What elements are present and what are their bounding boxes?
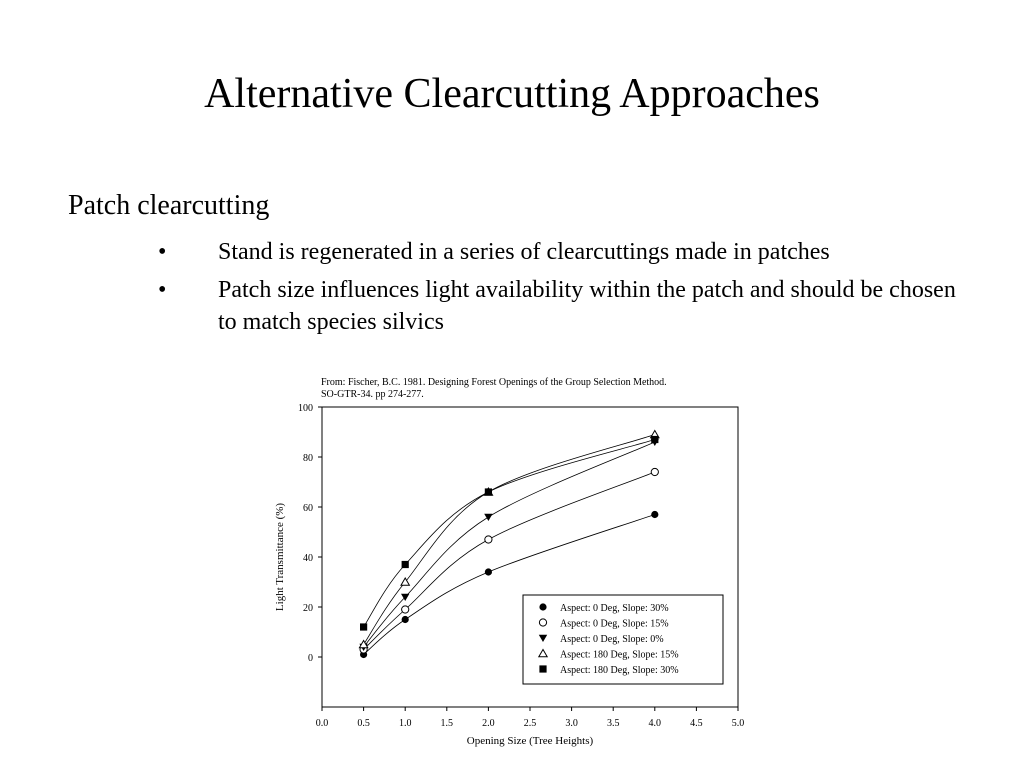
x-tick-label: 1.0 [398, 718, 412, 729]
x-tick-label: 0.5 [357, 718, 370, 729]
legend-marker [539, 619, 546, 626]
legend-label: Aspect: 0 Deg, Slope: 30% [560, 603, 669, 614]
x-tick-label: 2.0 [482, 718, 495, 729]
y-tick-label: 40 [303, 553, 313, 564]
y-axis-label: Light Transmittance (%) [274, 502, 286, 612]
bullet-text: Stand is regenerated in a series of clearcuttings made in patches [218, 239, 830, 265]
data-point [402, 561, 409, 568]
y-tick-label: 20 [303, 603, 313, 614]
chart-legend [523, 595, 723, 684]
y-tick-label: 0 [308, 653, 313, 664]
data-point [485, 568, 492, 575]
x-tick-label: 2.5 [523, 718, 537, 729]
bullet-dot: • [158, 277, 167, 303]
chart-source-line-2: SO-GTR-34. pp 274-277. [321, 389, 424, 400]
legend-label: Aspect: 180 Deg, Slope: 30% [560, 665, 679, 676]
data-point [485, 536, 492, 543]
x-tick-label: 4.0 [648, 718, 662, 729]
x-tick-label: 4.5 [690, 718, 703, 729]
legend-label: Aspect: 180 Deg, Slope: 15% [560, 649, 679, 661]
data-point [651, 511, 658, 518]
x-tick-label: 3.0 [565, 718, 578, 729]
data-point [651, 436, 658, 443]
data-point [484, 514, 492, 521]
x-tick-label: 3.5 [606, 718, 620, 729]
x-axis-label: Opening Size (Tree Heights) [466, 735, 594, 747]
x-tick-label: 0.0 [315, 718, 329, 729]
y-tick-label: 60 [303, 503, 313, 514]
bullet-item [158, 274, 958, 338]
bullet-item [158, 236, 958, 268]
y-tick-label: 80 [303, 453, 313, 464]
data-point [651, 468, 658, 475]
light-transmittance-chart [262, 366, 762, 752]
legend-marker [539, 603, 546, 610]
data-point [402, 606, 409, 613]
legend-marker [539, 665, 546, 672]
x-tick-label: 1.5 [440, 718, 454, 729]
data-point [401, 578, 409, 585]
bullet-dot: • [158, 239, 167, 265]
bullet-text: Patch size influences light availability within the patch and should be chosen to match species silvics [218, 277, 956, 335]
bullet-list [158, 236, 958, 344]
data-point [485, 488, 492, 495]
section-heading: Patch clearcutting [68, 190, 270, 221]
data-point [360, 623, 367, 630]
data-point [402, 616, 409, 623]
x-tick-label: 5.0 [731, 718, 745, 729]
legend-label: Aspect: 0 Deg, Slope: 15% [560, 618, 669, 630]
y-tick-label: 100 [298, 403, 313, 414]
chart-source-line-1: From: Fischer, B.C. 1981. Designing Forest Openings of the Group Selection Method. [321, 377, 667, 388]
slide-title: Alternative Clearcutting Approaches [204, 71, 820, 117]
legend-label: Aspect: 0 Deg, Slope: 0% [560, 634, 664, 645]
